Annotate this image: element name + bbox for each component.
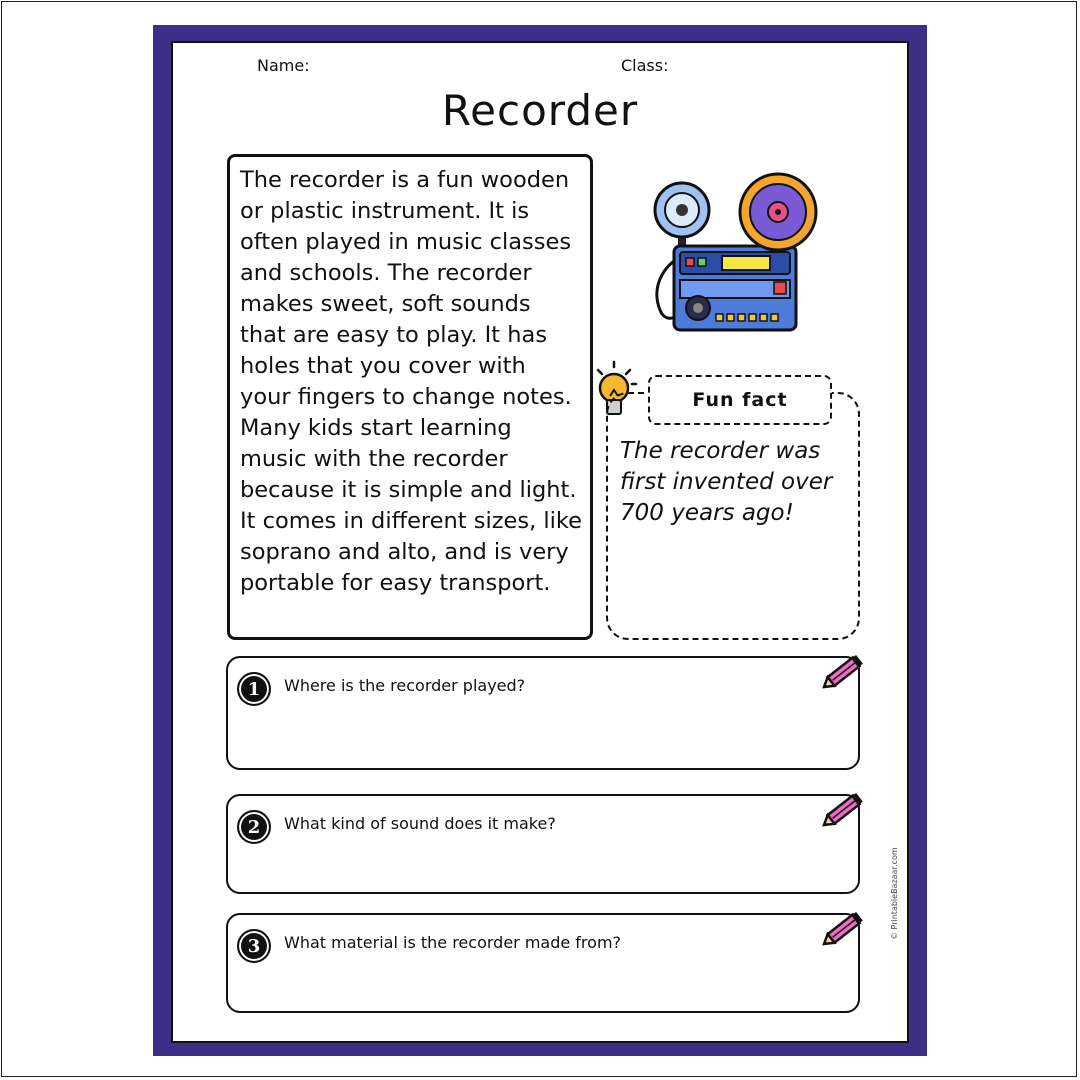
question-number: 3 bbox=[237, 929, 271, 963]
reel-to-reel-recorder-icon bbox=[650, 170, 830, 344]
pencil-icon bbox=[818, 650, 870, 698]
name-label: Name: bbox=[257, 56, 310, 75]
question-number: 1 bbox=[237, 672, 271, 706]
reading-passage: The recorder is a fun wooden or plastic instrument. It is often played in music classes and schools. The recorder makes sweet, soft sounds that are easy to play. It has holes that you cover with your fingers to change notes. Many kids start learning music with the recorder because it is simple and light. It comes in different sizes, like soprano and alto, and is very portable for easy transport. bbox=[227, 154, 593, 640]
page-title: Recorder bbox=[441, 86, 639, 135]
watermark: © PrintableBazaar.com bbox=[890, 847, 899, 940]
pencil-icon bbox=[818, 788, 870, 836]
question-number: 2 bbox=[237, 810, 271, 844]
pencil-icon bbox=[818, 907, 870, 955]
question-text: Where is the recorder played? bbox=[284, 676, 526, 695]
question-text: What kind of sound does it make? bbox=[284, 814, 556, 833]
question-box-2[interactable] bbox=[226, 794, 860, 894]
question-text: What material is the recorder made from? bbox=[284, 933, 622, 952]
fun-fact-heading: Fun fact bbox=[648, 375, 832, 425]
fun-fact-text: The recorder was first invented over 700 years ago! bbox=[620, 438, 833, 526]
class-label: Class: bbox=[621, 56, 669, 75]
question-box-3[interactable] bbox=[226, 913, 860, 1013]
question-box-1[interactable] bbox=[226, 656, 860, 770]
